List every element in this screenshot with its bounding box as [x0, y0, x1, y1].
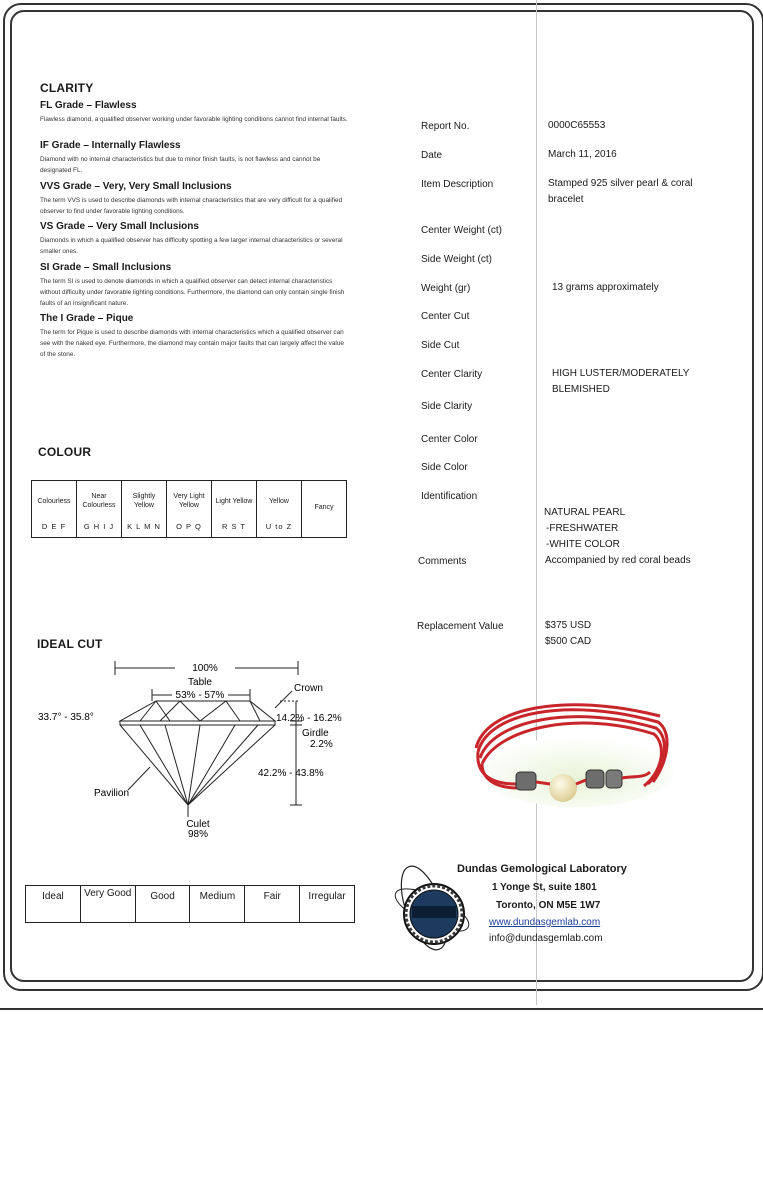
colour-cell	[77, 481, 122, 537]
bracelet-photo	[468, 692, 678, 812]
identification-line: NATURAL PEARL	[544, 507, 626, 518]
colour-cell-name: Colourless	[37, 497, 71, 505]
center-weight-label: Center Weight (ct)	[421, 225, 502, 236]
replacement-value-usd: $375 USD	[545, 620, 592, 631]
diagram-culet-label: Culet	[186, 819, 210, 830]
date-value: March 11, 2016	[548, 149, 617, 160]
diagram-culet-value: 98%	[187, 829, 209, 840]
clarity-grade-title: The I Grade – Pique	[40, 313, 134, 324]
colour-cell-value: K L M N	[127, 522, 161, 531]
lab-address-1: 1 Yonge St, suite 1801	[492, 882, 597, 893]
center-cut-label: Center Cut	[421, 311, 470, 322]
colour-cell-value: O P Q	[176, 522, 202, 531]
diagram-table-label: Table	[188, 677, 212, 688]
colour-cell-name: Light Yellow	[215, 497, 253, 505]
diagram-girdle-label: Girdle	[302, 728, 329, 739]
item-description-label: Item Description	[421, 179, 494, 190]
colour-cell-value: G H I J	[83, 522, 115, 531]
clarity-grade-desc: Diamonds in which a qualified observer has difficulty spotting a few larger internal characteristics or several smaller ones.	[40, 237, 343, 255]
clarity-grade-desc: Diamond with no internal characteristics but due to minor finish faults, is not flawless and cannot be designated FL.	[40, 156, 321, 174]
clarity-grade-title: IF Grade – Internally Flawless	[40, 140, 181, 151]
clarity-grade-desc: The term VVS is used to describe diamonds with internal characteristics that are very difficult for a qualified observer to find under favorable lighting conditions.	[40, 197, 343, 215]
ideal-cut-title: IDEAL CUT	[37, 637, 103, 651]
replacement-value-cad: $500 CAD	[545, 636, 592, 647]
cut-grade-cell: Medium	[190, 886, 245, 922]
replacement-value-label: Replacement Value	[417, 621, 504, 632]
clarity-grade-desc: Flawless diamond, a qualified observer working under favorable lighting conditions cannot find internal faults.	[40, 116, 348, 123]
weight-value: 13 grams approximately	[552, 282, 659, 293]
date-label: Date	[421, 150, 443, 161]
colour-cell	[122, 481, 167, 537]
diagram-table-range: 53% - 57%	[175, 690, 225, 701]
cut-grade-cell: Ideal	[26, 886, 81, 922]
colour-title: COLOUR	[38, 445, 92, 459]
report-no-label: Report No.	[421, 121, 470, 132]
diagram-crown-label: Crown	[294, 683, 323, 694]
clarity-grade-desc: The term SI is used to denote diamonds in which a qualified observer can detect internal characteristics without difficulty under favorable lighting conditions. Furthermore, the diamond can only contain single finish faults of an insignificant nature.	[40, 278, 345, 307]
diagram-pavilion-label: Pavilion	[94, 788, 130, 799]
clarity-title: CLARITY	[40, 81, 94, 95]
clarity-grade-desc: The term for Pique is used to describe diamonds with internal characteristics which a qualified observer can see with the naked eye. Furthermore, the diamond may contain major faults that can largely affect the value of the stone.	[40, 329, 344, 358]
lab-name: Dundas Gemological Laboratory	[457, 863, 627, 875]
side-weight-label: Side Weight (ct)	[421, 254, 492, 265]
colour-cell-name: Yellow	[269, 497, 289, 505]
side-cut-label: Side Cut	[421, 340, 460, 351]
center-clarity-value: HIGH LUSTER/MODERATELY BLEMISHED	[552, 368, 690, 395]
weight-label: Weight (gr)	[421, 283, 471, 294]
colour-cell-value: U to Z	[265, 522, 293, 531]
colour-cell-name: Slightly Yellow	[132, 493, 156, 509]
diagram-total-label: 100%	[192, 663, 218, 674]
diagram-crown-height: 14.2% - 16.2%	[276, 713, 342, 724]
colour-grade-table	[31, 480, 347, 538]
ideal-cut-diagram	[30, 655, 370, 845]
side-clarity-label: Side Clarity	[421, 401, 473, 412]
cut-grade-cell: Good	[136, 886, 191, 922]
colour-cell-name: Fancy	[314, 503, 334, 511]
colour-cell	[212, 481, 257, 537]
diagram-pavilion-depth: 42.2% - 43.8%	[258, 768, 324, 779]
identification-label: Identification	[421, 491, 478, 502]
cut-grade-cell: Fair	[245, 886, 300, 922]
center-clarity-label: Center Clarity	[421, 369, 483, 380]
colour-cell-value: R S T	[221, 522, 247, 531]
colour-cell-name: Near Colourless	[82, 493, 116, 509]
cut-grade-cell: Very Good	[81, 886, 136, 922]
lab-address-2: Toronto, ON M5E 1W7	[496, 900, 601, 911]
side-color-label: Side Color	[421, 462, 468, 473]
colour-cell	[302, 481, 346, 537]
clarity-grade-title: VS Grade – Very Small Inclusions	[40, 221, 199, 232]
item-description-value: Stamped 925 silver pearl & coral bracelet	[548, 178, 693, 205]
clarity-grade-title: SI Grade – Small Inclusions	[40, 262, 172, 273]
colour-cell	[257, 481, 302, 537]
colour-cell	[32, 481, 77, 537]
comments-value: Accompanied by red coral beads	[545, 555, 691, 566]
scan-fold-line	[536, 0, 537, 1005]
clarity-grade-title: FL Grade – Flawless	[40, 100, 137, 111]
colour-cell	[167, 481, 212, 537]
report-no-value: 0000C65553	[548, 120, 606, 131]
colour-cell-value: D E F	[41, 522, 67, 531]
identification-line: -FRESHWATER	[546, 523, 619, 534]
page-bottom-rule	[0, 1008, 763, 1010]
cut-grade-cell: Irregular	[308, 891, 346, 902]
comments-label: Comments	[418, 556, 467, 567]
diagram-crown-angle: 33.7° - 35.8°	[38, 712, 94, 723]
clarity-grade-title: VVS Grade – Very, Very Small Inclusions	[40, 181, 232, 192]
lab-email[interactable]: info@dundasgemlab.com	[489, 933, 603, 944]
center-color-label: Center Color	[421, 434, 478, 445]
cut-grade-table	[25, 885, 355, 923]
colour-cell-name: Very Light Yellow	[173, 493, 205, 509]
identification-line: -WHITE COLOR	[546, 539, 620, 550]
lab-website-link[interactable]: www.dundasgemlab.com	[489, 917, 601, 928]
diagram-girdle-value: 2.2%	[310, 739, 333, 750]
